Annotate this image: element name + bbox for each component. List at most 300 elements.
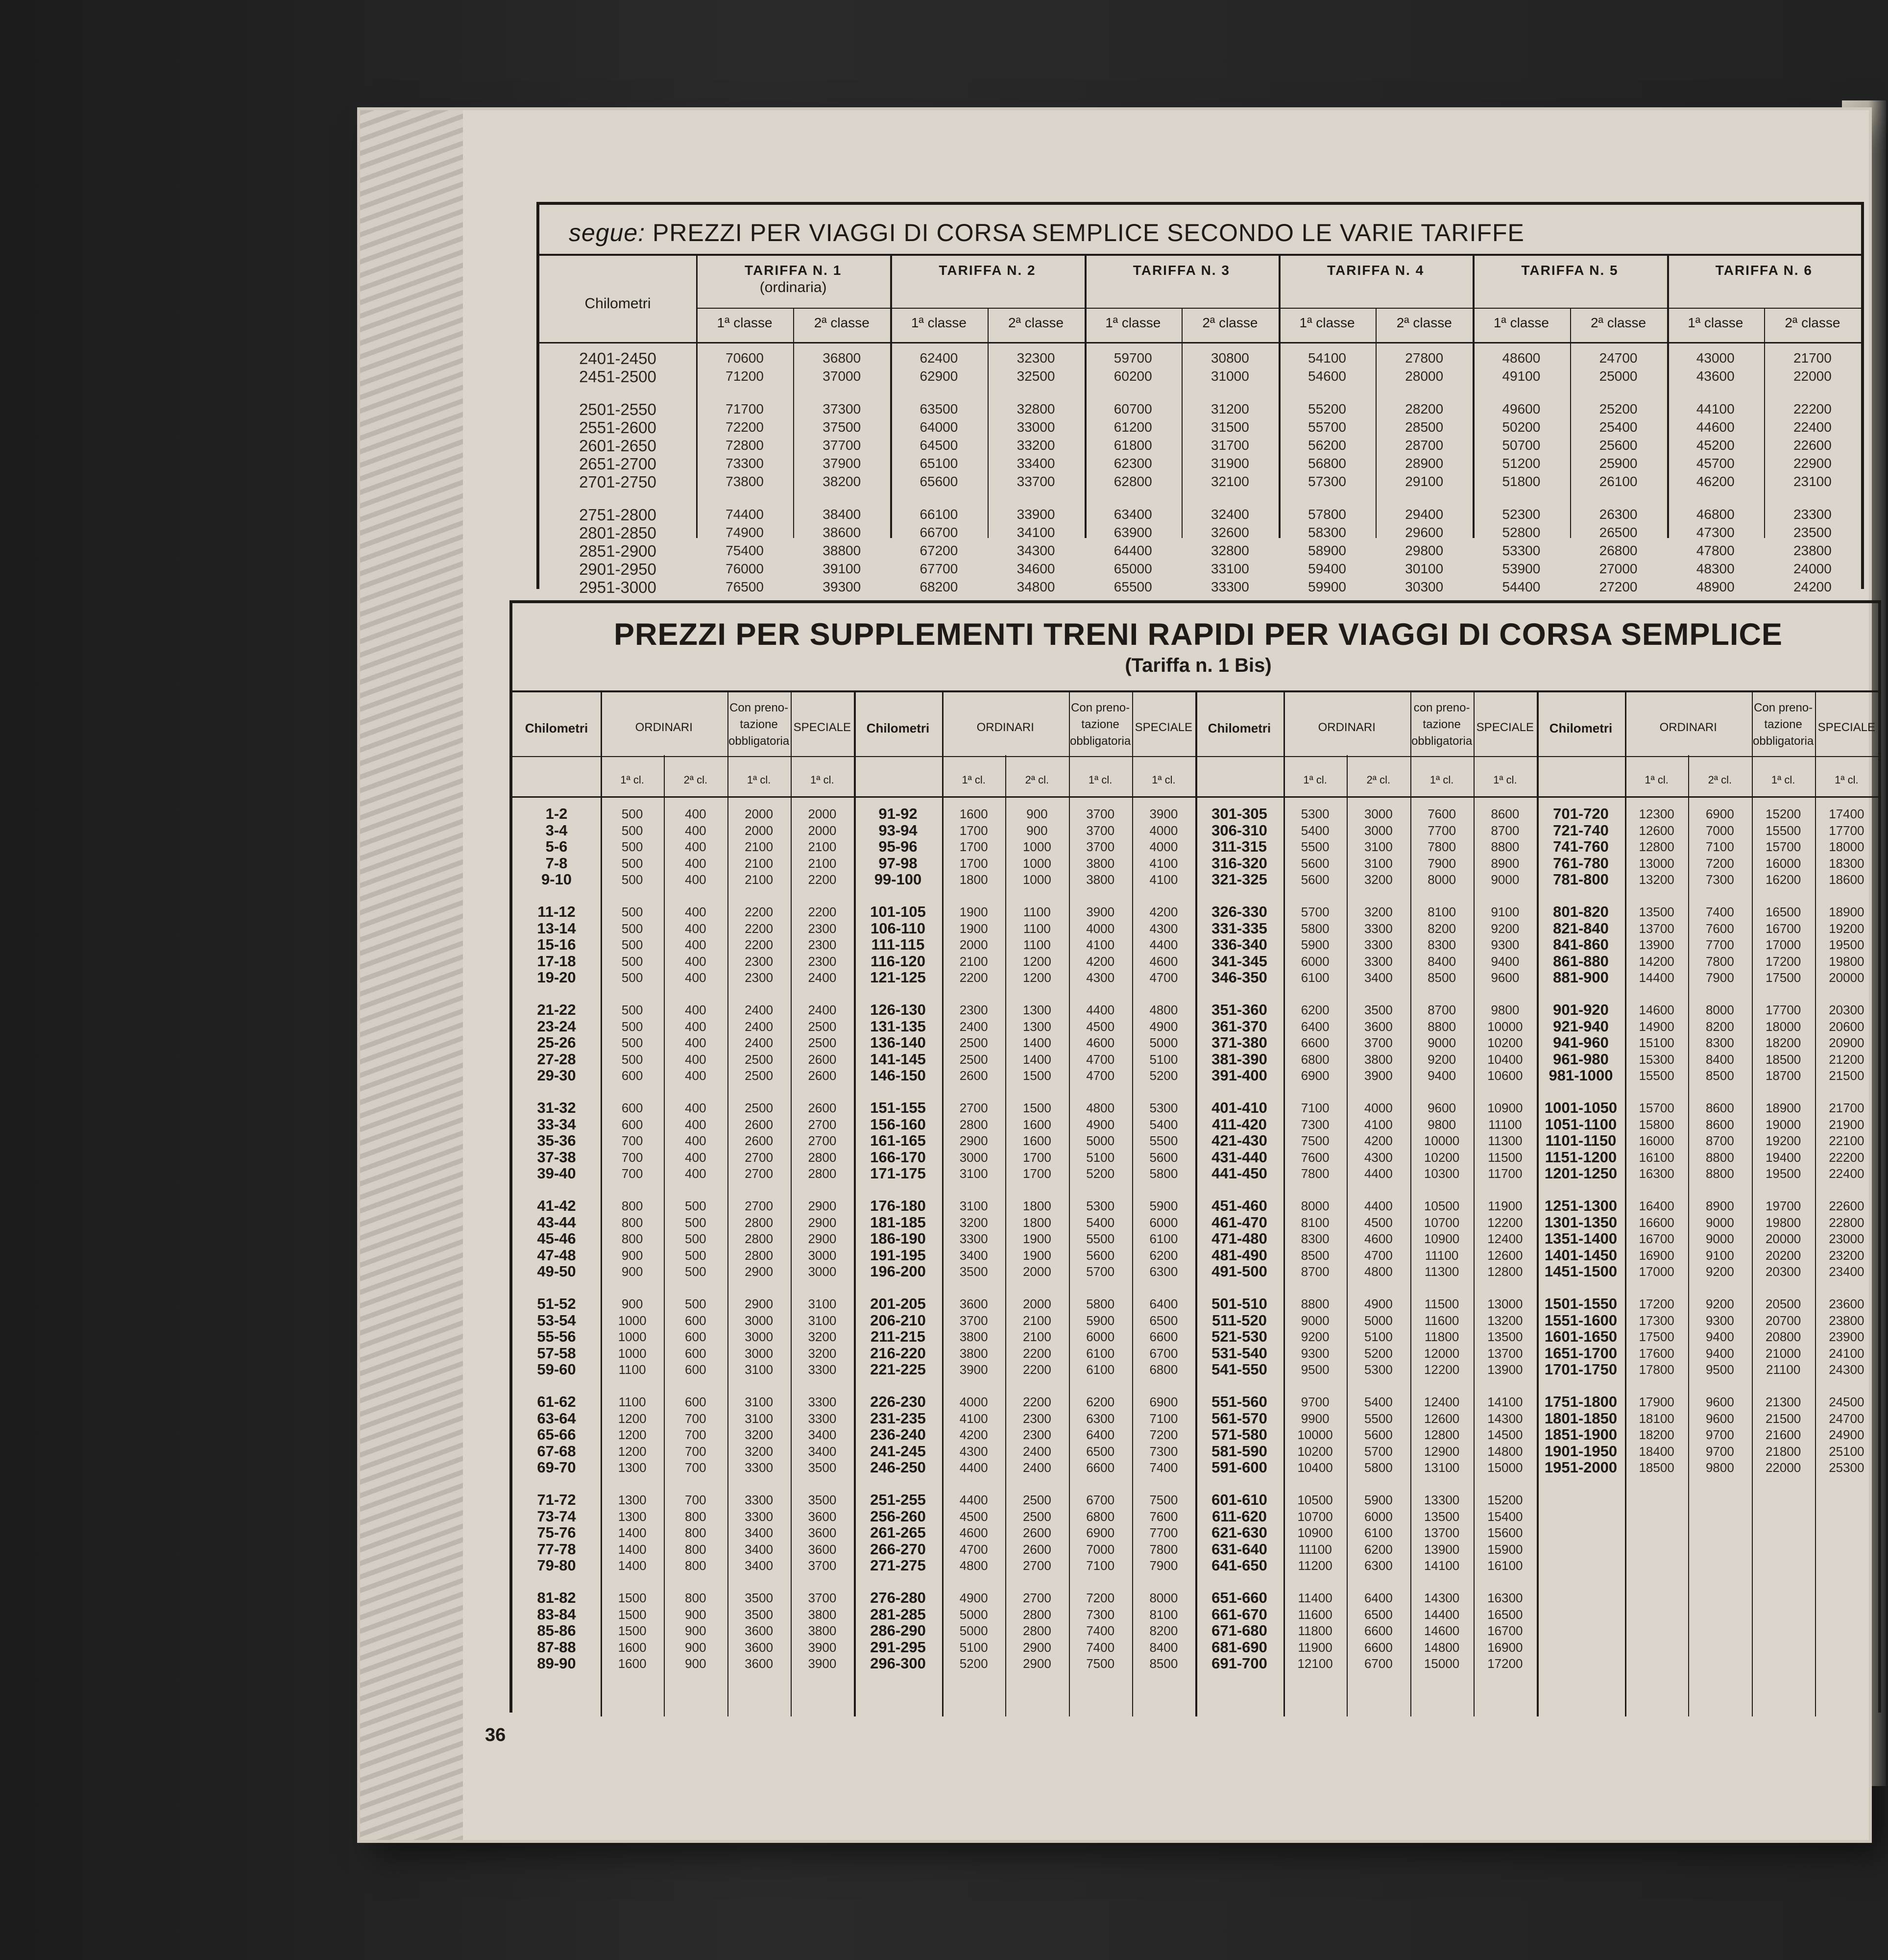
supplement-cell: 3600 — [745, 1656, 774, 1671]
supplement-cell: 16100 — [1639, 1150, 1674, 1165]
supplement-cell: 5600 — [1149, 1150, 1178, 1165]
supplement-cell: 8800 — [1428, 1019, 1456, 1034]
km-range: 221-225 — [870, 1361, 926, 1378]
supplement-cell: 7700 — [1428, 823, 1456, 838]
supplement-cell: 600 — [685, 1313, 706, 1328]
km-range: 441-450 — [1211, 1165, 1267, 1182]
supplement-cell: 900 — [1026, 807, 1048, 821]
supplement-cell: 2800 — [745, 1248, 774, 1263]
supplement-cell: 8300 — [1705, 1035, 1734, 1051]
supplement-cell: 9600 — [1705, 1395, 1734, 1409]
supplement-cell: 2600 — [959, 1068, 988, 1083]
price-cell: 32300 — [1017, 350, 1055, 366]
supplement-cell: 9300 — [1301, 1346, 1330, 1361]
supplement-cell: 10200 — [1297, 1444, 1333, 1459]
class2-header: 2ª classe — [814, 315, 870, 330]
supplement-cell: 15600 — [1487, 1525, 1523, 1541]
supplement-cell: 1800 — [1022, 1215, 1051, 1230]
km-range: 1951-2000 — [1544, 1459, 1618, 1476]
price-cell: 43600 — [1696, 368, 1735, 384]
price-cell: 34600 — [1017, 561, 1055, 576]
km-range: 306-310 — [1211, 821, 1267, 839]
supplement-cell: 19700 — [1765, 1199, 1801, 1213]
supplement-cell: 900 — [621, 1248, 643, 1263]
supplement-cell: 12200 — [1487, 1215, 1523, 1230]
supplement-cell: 23900 — [1829, 1329, 1864, 1345]
supplement-cell: 13100 — [1424, 1460, 1460, 1475]
km-range: 1901-1950 — [1544, 1442, 1618, 1460]
supplement-cell: 2900 — [1022, 1640, 1051, 1655]
supplement-cell: 7300 — [1086, 1607, 1115, 1622]
price-cell: 29600 — [1405, 525, 1444, 540]
km-range: 146-150 — [870, 1067, 926, 1084]
supplement-cell: 21000 — [1765, 1346, 1801, 1361]
supplement-cell: 14900 — [1639, 1019, 1674, 1034]
supplement-cell: 2400 — [745, 1003, 774, 1017]
price-cell: 43000 — [1696, 350, 1735, 366]
supplement-cell: 5000 — [1364, 1313, 1393, 1328]
supplement-cell: 3200 — [959, 1215, 988, 1230]
supplement-cell: 5900 — [1086, 1313, 1115, 1328]
supplement-cell: 6900 — [1149, 1395, 1178, 1409]
price-cell: 31900 — [1210, 456, 1249, 471]
supplement-cell: 400 — [685, 905, 706, 919]
price-cell: 62900 — [920, 368, 958, 384]
price-cell: 72200 — [726, 419, 764, 435]
header-bottom-rule — [539, 342, 1861, 343]
price-cell: 22000 — [1793, 368, 1832, 384]
supplement-cell: 800 — [685, 1558, 706, 1573]
supplement-cell: 600 — [685, 1346, 706, 1361]
supplement-cell: 22000 — [1765, 1460, 1801, 1475]
km-range: 361-370 — [1211, 1017, 1267, 1035]
km-range: 981-1000 — [1549, 1067, 1613, 1084]
supplement-cell: 7000 — [1705, 823, 1734, 838]
supplement-cell: 400 — [685, 872, 706, 887]
supplement-cell: 13500 — [1424, 1509, 1460, 1524]
price-cell: 54100 — [1308, 350, 1347, 366]
supplement-cell: 11300 — [1488, 1133, 1523, 1149]
price-cell: 68200 — [920, 579, 958, 594]
supplement-cell: 2700 — [1022, 1591, 1051, 1605]
price-cell: 23100 — [1793, 474, 1832, 489]
supplement-cell: 1400 — [618, 1558, 647, 1573]
km-range: 83-84 — [537, 1605, 576, 1623]
supplement-cell: 3000 — [808, 1248, 837, 1263]
supplement-cell: 8200 — [1705, 1019, 1734, 1034]
supplement-cell: 15000 — [1424, 1656, 1460, 1671]
km-range: 821-840 — [1553, 919, 1609, 937]
prenotazione-header: tazione — [1764, 718, 1802, 731]
supplement-cell: 2700 — [959, 1101, 988, 1115]
supplement-cell: 3000 — [745, 1313, 774, 1328]
supplement-cell: 1300 — [618, 1493, 647, 1507]
price-cell: 34300 — [1017, 543, 1055, 558]
km-range: 37-38 — [537, 1148, 576, 1166]
km-range: 161-165 — [870, 1132, 926, 1150]
supplement-cell: 500 — [685, 1248, 706, 1263]
price-cell: 57800 — [1308, 507, 1347, 522]
supplement-cell: 4700 — [959, 1542, 988, 1557]
price-cell: 50200 — [1502, 419, 1541, 435]
price-cell: 61200 — [1113, 419, 1152, 435]
supplement-cell: 12200 — [1424, 1362, 1460, 1377]
supplement-cell: 18400 — [1639, 1444, 1674, 1459]
supplement-cell: 1100 — [618, 1395, 646, 1409]
supplement-cell: 1100 — [618, 1362, 646, 1377]
price-cell: 71700 — [726, 401, 764, 416]
price-cell: 72800 — [726, 438, 764, 453]
km-range: 51-52 — [537, 1295, 576, 1312]
supplement-cell: 23800 — [1829, 1313, 1864, 1328]
supplement-cell: 8900 — [1705, 1199, 1734, 1213]
supplement-cell: 4400 — [959, 1460, 988, 1475]
supplement-cell: 8300 — [1301, 1231, 1330, 1247]
price-cell: 64500 — [920, 438, 958, 453]
supplement-cell: 4200 — [959, 1427, 988, 1443]
km-range: 741-760 — [1553, 838, 1609, 856]
supplement-cell: 1100 — [1023, 921, 1051, 936]
supplement-cell: 500 — [621, 1035, 643, 1051]
km-range: 631-640 — [1211, 1540, 1267, 1558]
km-range: 99-100 — [874, 871, 922, 888]
supplement-cell: 7100 — [1086, 1558, 1115, 1573]
km-range: 176-180 — [870, 1197, 926, 1214]
supplement-cell: 500 — [621, 970, 643, 985]
supplement-cell: 3900 — [808, 1656, 837, 1671]
supplement-cell: 400 — [685, 1150, 706, 1165]
class1-header: 1ª classe — [1105, 315, 1161, 330]
supplement-cell: 9400 — [1705, 1346, 1734, 1361]
km-range: 261-265 — [870, 1524, 926, 1542]
supplement-cell: 2500 — [1022, 1509, 1051, 1524]
supplement-cell: 13700 — [1639, 921, 1674, 936]
supplement-cell: 1400 — [618, 1525, 647, 1541]
supplement-cell: 4700 — [1086, 1052, 1115, 1067]
supplement-cell: 16400 — [1639, 1199, 1674, 1213]
km-range: 336-340 — [1211, 936, 1267, 954]
supplement-cell: 6400 — [1301, 1019, 1330, 1034]
supplement-cell: 2300 — [745, 954, 774, 969]
km-range: 721-740 — [1553, 821, 1609, 839]
supplement-cell: 14300 — [1487, 1411, 1523, 1426]
title-divider — [539, 254, 1861, 256]
supplement-cell: 2500 — [808, 1019, 837, 1034]
supplement-cell: 5200 — [1086, 1166, 1115, 1181]
supplement-cell: 3300 — [745, 1493, 774, 1507]
km-range: 43-44 — [537, 1213, 576, 1231]
supplement-cell: 25100 — [1829, 1444, 1864, 1459]
supplement-cell: 5300 — [1301, 807, 1330, 821]
supplement-cell: 12400 — [1487, 1231, 1523, 1247]
supplement-cell: 7600 — [1149, 1509, 1178, 1524]
km-range: 1-2 — [545, 805, 568, 822]
price-cell: 64400 — [1113, 543, 1152, 558]
supplement-cell: 7300 — [1705, 872, 1734, 887]
supplement-cell: 700 — [621, 1150, 643, 1165]
supplement-cell: 500 — [685, 1264, 706, 1279]
supplement-cell: 8100 — [1149, 1607, 1178, 1622]
ordinari-header: ORDINARI — [635, 721, 693, 734]
supplement-cell: 6200 — [1086, 1395, 1115, 1409]
price-cell: 38200 — [823, 474, 861, 489]
supplement-cell: 3300 — [808, 1411, 837, 1426]
supplement-cell: 7600 — [1428, 807, 1456, 821]
supplement-cell: 19800 — [1829, 954, 1864, 969]
supplement-cell: 1000 — [618, 1346, 647, 1361]
supplement-cell: 17200 — [1487, 1656, 1523, 1671]
supplement-cell: 17300 — [1639, 1313, 1674, 1328]
supplement-cell: 5400 — [1364, 1395, 1393, 1409]
km-range: 316-320 — [1211, 854, 1267, 872]
supplement-cell: 14800 — [1487, 1444, 1523, 1459]
supplement-cell: 3400 — [745, 1525, 774, 1541]
supplement-cell: 17900 — [1639, 1395, 1674, 1409]
km-range: 301-305 — [1211, 805, 1267, 822]
supplement-cell: 17000 — [1765, 937, 1801, 953]
price-cell: 63500 — [920, 401, 958, 416]
km-range: 2401-2450 — [579, 349, 656, 368]
supplement-cell: 5400 — [1149, 1117, 1178, 1132]
km-range: 17-18 — [537, 952, 576, 970]
supplement-cell: 21700 — [1829, 1101, 1864, 1115]
supplement-cell: 2900 — [808, 1199, 837, 1213]
supplement-cell: 5900 — [1364, 1493, 1393, 1507]
supplement-cell: 4600 — [959, 1525, 988, 1541]
supplement-cell: 20500 — [1765, 1297, 1801, 1311]
km-range: 461-470 — [1211, 1213, 1267, 1231]
km-range: 47-48 — [537, 1246, 576, 1264]
price-cell: 33100 — [1210, 561, 1249, 576]
supplement-cell: 8400 — [1428, 954, 1456, 969]
supplement-cell: 6300 — [1149, 1264, 1178, 1279]
supplement-cell: 14800 — [1424, 1640, 1460, 1655]
supplement-cell: 1700 — [1022, 1166, 1051, 1181]
supplement-cell: 2200 — [1022, 1346, 1051, 1361]
km-range: 35-36 — [537, 1132, 576, 1150]
supplement-cell: 15500 — [1765, 823, 1801, 838]
supplement-cell: 3300 — [808, 1395, 837, 1409]
supplement-cell: 5000 — [1149, 1035, 1178, 1051]
supplement-cell: 1200 — [1022, 970, 1051, 985]
supplement-cell: 3500 — [1364, 1003, 1393, 1017]
km-range: 411-420 — [1211, 1115, 1267, 1133]
km-range: 5-6 — [545, 838, 568, 856]
km-range: 9-10 — [541, 871, 572, 888]
km-range: 65-66 — [537, 1426, 576, 1444]
price-cell: 32800 — [1210, 543, 1249, 558]
price-cell: 63400 — [1113, 507, 1152, 522]
supplement-cell: 3100 — [959, 1166, 988, 1181]
class2-header: 2ª classe — [1591, 315, 1646, 330]
supplement-cell: 800 — [685, 1591, 706, 1605]
supplement-cell: 11900 — [1298, 1640, 1332, 1655]
supplement-cell: 2300 — [959, 1003, 988, 1017]
km-range: 131-135 — [870, 1017, 926, 1035]
supplement-cell: 8100 — [1428, 905, 1456, 919]
supplement-cell: 13700 — [1424, 1525, 1460, 1541]
supplement-cell: 3500 — [745, 1591, 774, 1605]
price-cell: 29400 — [1405, 507, 1444, 522]
supplement-cell: 4400 — [1364, 1166, 1393, 1181]
km-range: 271-275 — [870, 1557, 926, 1574]
supplement-cell: 13500 — [1487, 1329, 1523, 1345]
price-cell: 49600 — [1502, 401, 1541, 416]
price-cell: 74400 — [726, 507, 764, 522]
supplement-cell: 16500 — [1487, 1607, 1523, 1622]
supplement-cell: 24700 — [1829, 1411, 1864, 1426]
price-cell: 53900 — [1502, 561, 1541, 576]
supplement-cell: 4500 — [1086, 1019, 1115, 1034]
price-cell: 62800 — [1113, 474, 1152, 489]
supplement-cell: 6200 — [1364, 1542, 1393, 1557]
supplement-cell: 11100 — [1488, 1117, 1522, 1132]
supplement-cell: 1100 — [1023, 937, 1051, 953]
km-range: 2501-2550 — [579, 400, 656, 418]
supplement-cell: 3400 — [745, 1558, 774, 1573]
supplement-cell: 5800 — [1301, 921, 1330, 936]
km-range: 1501-1550 — [1544, 1295, 1618, 1312]
supplement-cell: 7600 — [1301, 1150, 1330, 1165]
price-cell: 37000 — [823, 368, 861, 384]
supplement-cell: 8200 — [1428, 921, 1456, 936]
price-cell: 59700 — [1113, 350, 1152, 366]
km-range: 111-115 — [871, 936, 925, 954]
price-cell: 27000 — [1599, 561, 1638, 576]
supplement-cell: 10900 — [1487, 1101, 1523, 1115]
supplement-cell: 9900 — [1301, 1411, 1330, 1426]
km-range: 2551-2600 — [579, 418, 656, 437]
supplement-cell: 18200 — [1765, 1035, 1801, 1051]
tariff-header: TARIFFA N. 6 — [1715, 263, 1813, 278]
prenotazione-header: Con preno- — [1071, 701, 1130, 714]
supplement-cell: 24500 — [1829, 1395, 1864, 1409]
supplement-cell: 2400 — [959, 1019, 988, 1034]
supplement-cell: 3700 — [1364, 1035, 1393, 1051]
price-cell: 67200 — [920, 543, 958, 558]
supplement-cell: 3300 — [959, 1231, 988, 1247]
km-range: 11-12 — [537, 903, 576, 920]
supplement-cell: 7000 — [1086, 1542, 1115, 1557]
ordinari-header: ORDINARI — [1318, 721, 1376, 734]
supplement-cell: 3400 — [1364, 970, 1393, 985]
supplement-cell: 2100 — [745, 839, 774, 855]
supplement-cell: 1500 — [1022, 1068, 1051, 1083]
km-range: 89-90 — [537, 1655, 576, 1672]
km-range: 67-68 — [537, 1442, 576, 1460]
km-range: 266-270 — [870, 1540, 926, 1558]
supplement-cell: 800 — [685, 1509, 706, 1524]
price-cell: 39300 — [823, 579, 861, 594]
price-cell: 39100 — [823, 561, 861, 576]
km-range: 211-215 — [870, 1328, 926, 1346]
supplement-cell: 7200 — [1705, 856, 1734, 871]
price-cell: 34800 — [1017, 579, 1055, 594]
supplement-cell: 4700 — [1364, 1248, 1393, 1263]
supplement-cell: 7400 — [1086, 1623, 1115, 1639]
supplement-cell: 2500 — [745, 1068, 774, 1083]
km-range: 611-620 — [1211, 1507, 1267, 1525]
supplement-cell: 2100 — [808, 839, 837, 855]
supplement-cell: 7700 — [1705, 937, 1734, 953]
km-range: 346-350 — [1211, 969, 1267, 986]
supplement-cell: 8500 — [1428, 970, 1456, 985]
supplement-cell: 21500 — [1829, 1068, 1864, 1083]
supplement-cell: 3200 — [1364, 905, 1393, 919]
cl2-header: 2ª cl. — [1366, 774, 1391, 786]
supplement-cell: 1500 — [618, 1607, 647, 1622]
supplement-cell: 600 — [621, 1068, 643, 1083]
supplement-cell: 600 — [621, 1101, 643, 1115]
supplement-cell: 2300 — [1022, 1427, 1051, 1443]
supplement-cell: 2300 — [745, 970, 774, 985]
price-cell: 73800 — [726, 474, 764, 489]
price-cell: 51800 — [1502, 474, 1541, 489]
supplement-cell: 3400 — [745, 1542, 774, 1557]
supplement-cell: 11900 — [1488, 1199, 1523, 1213]
price-cell: 65000 — [1113, 561, 1152, 576]
price-cell: 28000 — [1405, 368, 1444, 384]
supplement-cell: 12800 — [1424, 1427, 1460, 1443]
km-range: 491-500 — [1211, 1263, 1267, 1280]
supplement-cell: 2400 — [745, 1035, 774, 1051]
supplement-cell: 400 — [685, 1019, 706, 1034]
price-cell: 34100 — [1017, 525, 1055, 540]
supplement-cell: 3300 — [1364, 921, 1393, 936]
price-cell: 44600 — [1696, 419, 1735, 435]
supplement-cell: 5400 — [1301, 823, 1330, 838]
supplement-cell: 3700 — [1086, 839, 1115, 855]
supplement-cell: 10000 — [1487, 1019, 1523, 1034]
supplement-cell: 11600 — [1424, 1313, 1459, 1328]
supplement-cell: 7800 — [1149, 1542, 1178, 1557]
km-range: 13-14 — [537, 919, 576, 937]
supplement-cell: 2600 — [1022, 1525, 1051, 1541]
supplement-cell: 9100 — [1705, 1248, 1734, 1263]
supplement-cell: 1700 — [959, 839, 988, 855]
supplement-cell: 600 — [685, 1362, 706, 1377]
supplement-cell: 4100 — [1364, 1117, 1393, 1132]
supplement-cell: 3800 — [1086, 872, 1115, 887]
supplement-cell: 10200 — [1424, 1150, 1460, 1165]
price-cell: 54400 — [1502, 579, 1541, 594]
km-range: 251-255 — [870, 1491, 926, 1508]
supplement-cell: 500 — [621, 1019, 643, 1034]
supplement-cell: 2500 — [959, 1035, 988, 1051]
km-range: 451-460 — [1211, 1197, 1267, 1214]
supplement-cell: 5200 — [959, 1656, 988, 1671]
cl1-header: 1ª cl. — [1152, 774, 1176, 786]
supplement-cell: 600 — [621, 1117, 643, 1132]
supplement-cell: 600 — [685, 1329, 706, 1345]
km-range: 501-510 — [1211, 1295, 1267, 1312]
supplement-cell: 22800 — [1829, 1215, 1864, 1230]
supplement-cell: 5600 — [1301, 872, 1330, 887]
supplement-cell: 6700 — [1086, 1493, 1115, 1507]
supplement-cell: 500 — [621, 937, 643, 953]
supplement-cell: 4900 — [1086, 1117, 1115, 1132]
price-cell: 57300 — [1308, 474, 1347, 489]
supplement-cell: 8700 — [1301, 1264, 1330, 1279]
supplement-cell: 20000 — [1765, 1231, 1801, 1247]
price-cell: 25400 — [1599, 419, 1638, 435]
supplement-cell: 7800 — [1705, 954, 1734, 969]
supplement-cell: 6700 — [1364, 1656, 1393, 1671]
price-cell: 70600 — [726, 350, 764, 366]
supplement-cell: 4000 — [1086, 921, 1115, 936]
supplement-cell: 20800 — [1765, 1329, 1801, 1345]
supplement-cell: 18500 — [1639, 1460, 1674, 1475]
